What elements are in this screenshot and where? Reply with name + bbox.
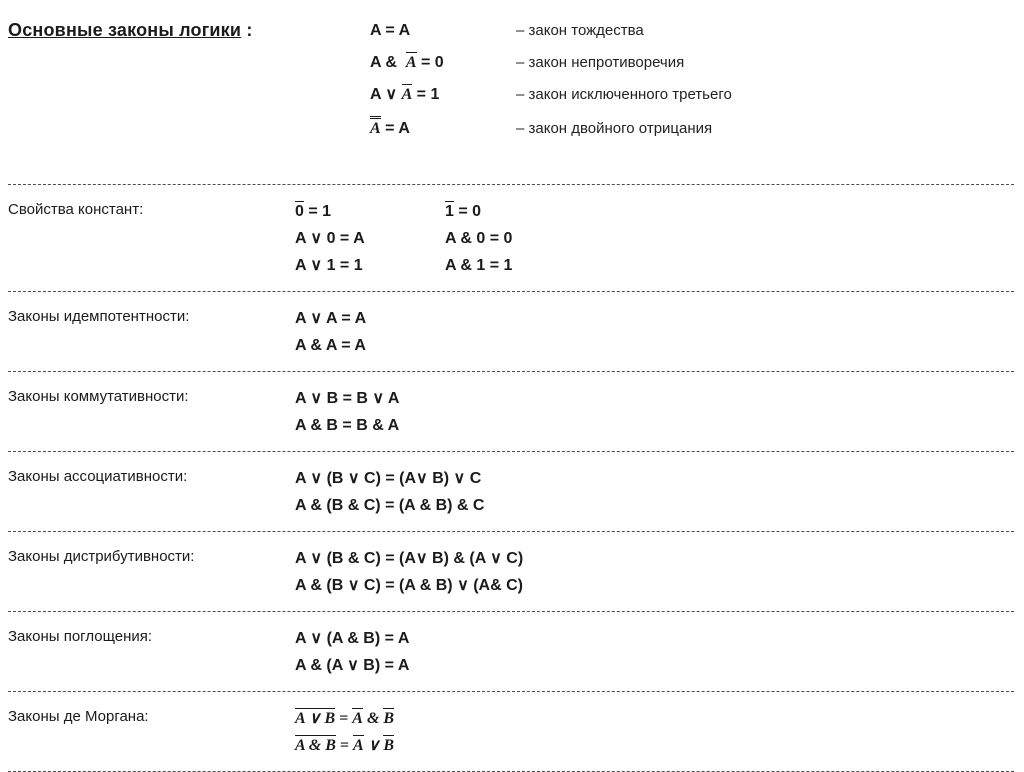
formula bbox=[295, 385, 445, 412]
formula-row bbox=[295, 652, 445, 679]
formula-text: A & bbox=[370, 54, 406, 71]
formula-text: A ∨ 0 = A bbox=[295, 230, 365, 247]
law-row bbox=[370, 52, 1014, 72]
law-description: – закон тождества bbox=[516, 22, 644, 39]
section-formulas bbox=[295, 625, 445, 679]
formula bbox=[445, 198, 595, 225]
overline-expression: A ∨ B bbox=[295, 710, 336, 727]
formula-text: A = A bbox=[370, 22, 411, 39]
law-section bbox=[8, 292, 1014, 371]
page-title-colon: : bbox=[241, 20, 253, 40]
formula-row bbox=[295, 412, 445, 439]
formula-text: A ∨ bbox=[370, 86, 402, 103]
formula-text: = 1 bbox=[412, 86, 440, 103]
formula bbox=[295, 652, 445, 679]
formula-row bbox=[295, 545, 533, 572]
header-section bbox=[8, 12, 1014, 152]
overline-expression: A bbox=[401, 86, 413, 103]
formula-row bbox=[295, 198, 595, 225]
law-row bbox=[370, 116, 1014, 138]
law-formula bbox=[370, 52, 516, 72]
formula bbox=[295, 732, 445, 759]
section-label: Законы дистрибутивности: bbox=[8, 548, 195, 565]
section-label: Законы поглощения: bbox=[8, 628, 153, 645]
formula-text: A ∨ 1 = 1 bbox=[295, 257, 363, 274]
law-description: – закон исключенного третьего bbox=[516, 86, 732, 103]
formula bbox=[295, 625, 445, 652]
section-formulas bbox=[295, 385, 445, 439]
section-label: Законы де Моргана: bbox=[8, 708, 149, 725]
overline-expression: B bbox=[383, 710, 395, 727]
formula-text: = 0 bbox=[453, 203, 482, 220]
overline-expression: A bbox=[353, 737, 364, 754]
law-sections bbox=[8, 184, 1014, 772]
formula-text: A & (B & C) = (A & B) & C bbox=[295, 497, 485, 514]
law-row bbox=[370, 22, 1014, 40]
law-formula bbox=[370, 22, 516, 40]
formula-text: = A bbox=[380, 120, 410, 137]
formula-row bbox=[295, 572, 533, 599]
overline-expression: B bbox=[383, 737, 395, 754]
law-description: – закон непротиворечия bbox=[516, 54, 685, 71]
section-label: Законы коммутативности: bbox=[8, 388, 189, 405]
page-title-text: Основные законы логики bbox=[8, 20, 242, 40]
overline-expression: A bbox=[405, 54, 417, 71]
formula bbox=[295, 492, 494, 519]
formula-text: = bbox=[335, 710, 353, 727]
formula-text: A & (A ∨ B) = A bbox=[295, 657, 410, 674]
overline-expression: A & B bbox=[295, 737, 336, 754]
formula bbox=[295, 545, 533, 572]
formula bbox=[295, 572, 533, 599]
formula-text: A ∨ B = B ∨ A bbox=[295, 390, 400, 407]
law-formula bbox=[370, 116, 516, 138]
formula bbox=[295, 705, 445, 732]
formula-row bbox=[295, 705, 445, 732]
formula-text: A ∨ (B & C) = (A∨ B) & (A ∨ C) bbox=[295, 550, 524, 567]
formula-row bbox=[295, 385, 445, 412]
formula-text: A & A = A bbox=[295, 337, 366, 354]
section-label: Законы ассоциативности: bbox=[8, 468, 188, 485]
law-row bbox=[370, 84, 1014, 104]
law-section bbox=[8, 612, 1014, 691]
formula bbox=[445, 252, 595, 279]
formula-text: = bbox=[335, 737, 354, 754]
header-laws-list bbox=[370, 12, 1014, 138]
formula-row bbox=[295, 625, 445, 652]
formula-row bbox=[295, 492, 494, 519]
section-formulas bbox=[295, 465, 494, 519]
page-title bbox=[8, 20, 253, 41]
law-section bbox=[8, 372, 1014, 451]
formula-text: A ∨ A = A bbox=[295, 310, 367, 327]
law-description: – закон двойного отрицания bbox=[516, 120, 713, 137]
section-formulas bbox=[295, 705, 445, 759]
formula-row bbox=[295, 225, 595, 252]
overline-expression: 1 bbox=[445, 203, 454, 220]
section-formulas bbox=[295, 305, 445, 359]
formula-row bbox=[295, 465, 494, 492]
formula-row bbox=[295, 332, 445, 359]
formula-text: A & B = B & A bbox=[295, 417, 400, 434]
formula-text: A & (B ∨ C) = (A & B) ∨ (A& C) bbox=[295, 577, 523, 594]
formula-text: = 0 bbox=[416, 54, 444, 71]
formula-text: A & 0 = 0 bbox=[445, 230, 513, 247]
formula bbox=[295, 332, 445, 359]
formula-text: A ∨ (B ∨ C) = (A∨ B) ∨ C bbox=[295, 470, 482, 487]
formula-text: A ∨ (A & B) = A bbox=[295, 630, 410, 647]
formula bbox=[295, 305, 445, 332]
formula-row bbox=[295, 252, 595, 279]
section-formulas bbox=[295, 545, 533, 599]
formula bbox=[295, 252, 445, 279]
formula bbox=[445, 225, 595, 252]
section-label: Свойства констант: bbox=[8, 201, 144, 218]
formula-text: A & 1 = 1 bbox=[445, 257, 513, 274]
law-section bbox=[8, 692, 1014, 771]
section-formulas bbox=[295, 198, 595, 279]
formula bbox=[295, 225, 445, 252]
overline-expression: A bbox=[370, 116, 381, 138]
formula-text: ∨ bbox=[363, 737, 384, 754]
formula bbox=[295, 412, 445, 439]
formula bbox=[295, 465, 491, 492]
overline-expression: A bbox=[352, 710, 363, 727]
law-section bbox=[8, 185, 1014, 291]
law-section bbox=[8, 532, 1014, 611]
formula-text: = 1 bbox=[303, 203, 332, 220]
law-formula bbox=[370, 84, 516, 104]
section-label: Законы идемпотентности: bbox=[8, 308, 190, 325]
law-section bbox=[8, 452, 1014, 531]
formula bbox=[295, 198, 445, 225]
formula-row bbox=[295, 305, 445, 332]
formula-row bbox=[295, 732, 445, 759]
formula-text: & bbox=[362, 710, 384, 727]
overline-expression: 0 bbox=[295, 203, 304, 220]
